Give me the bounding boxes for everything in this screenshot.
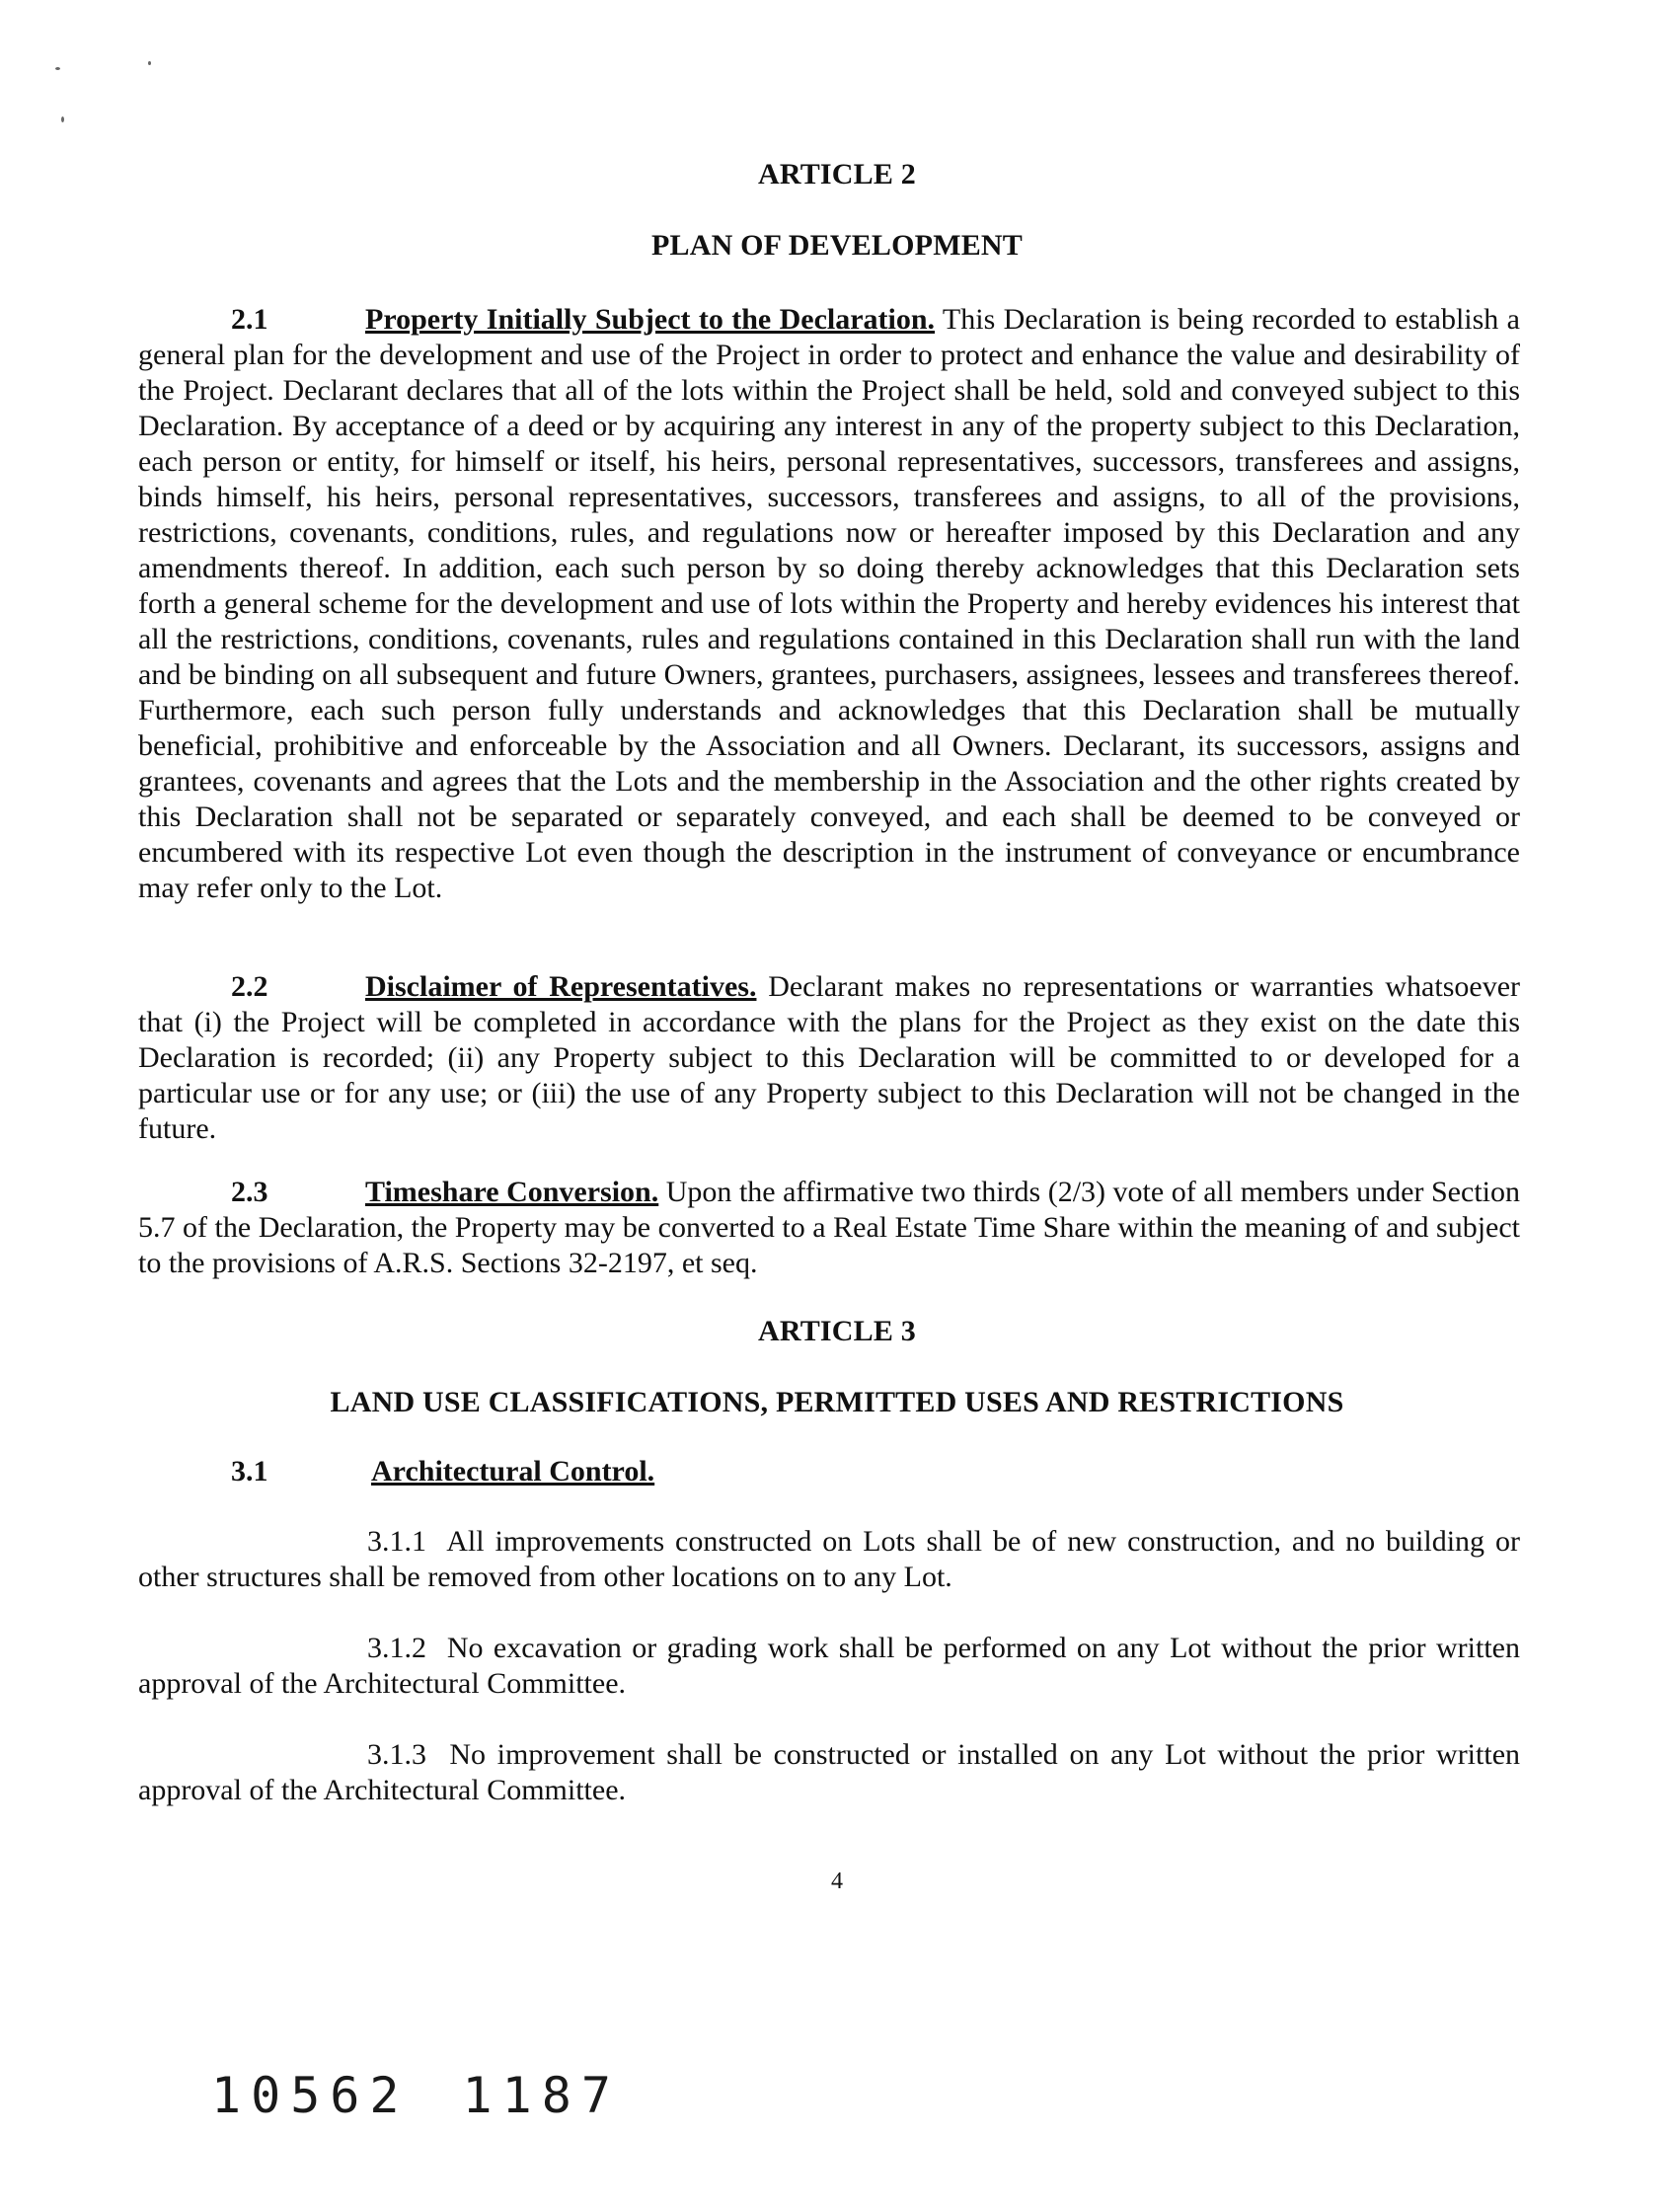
section-2-1-title: Property Initially Subject to the Declaration. — [365, 303, 936, 336]
article-3-title: LAND USE CLASSIFICATIONS, PERMITTED USES AND RESTRICTIONS — [330, 1386, 1344, 1418]
section-2-2-number: 2.2 — [231, 970, 268, 1003]
section-2-2-paragraph — [138, 969, 1520, 1147]
article-2-title: PLAN OF DEVELOPMENT — [650, 229, 1024, 262]
section-2-1-text: This Declaration is being recorded to establish a general plan for the development and use of the Project in order to protect and enhance the value and desirability of the Project. Declarant declares that all of the lots within the Project shall be held, sold and conveyed subject to this Declaration. By acceptance of a deed or by acquiring any interest in any of the property subject to this Declaration, each person or entity, for himself or itself, his heirs, personal representatives, successors, transferees and assigns, binds himself, his heirs, personal representatives, successors, transferees and assigns, to all of the provisions, restrictions, covenants, conditions, rules, and regulations now or hereafter imposed by this Declaration and any amendments thereof. In addition, each such person by so doing thereby acknowledges that this Declaration sets forth a general scheme for the development and use of lots within the Property and hereby evidences his interest that all the restrictions, conditions, covenants, rules and regulations contained in this Declaration shall run with the land and be binding on all subsequent and future Owners, grantees, purchasers, assignees, lessees and transferees thereof. Furthermore, each such person fully understands and acknowledges that this Declaration shall be mutually beneficial, prohibitive and enforceable by the Association and all Owners. Declarant, its successors, assigns and grantees, covenants and agrees that the Lots and the membership in the Association and the other rights created by this Declaration shall not be separated or separately conveyed, and each shall be deemed to be conveyed or encumbered with its respective Lot even though the description in the instrument of conveyance or encumbrance may refer only to the Lot. — [138, 303, 1520, 904]
section-2-3-paragraph — [138, 1175, 1520, 1281]
article-2-label: ARTICLE 2 — [758, 158, 916, 191]
subsection-3-1-3-paragraph — [138, 1737, 1520, 1808]
scan-speck — [55, 67, 60, 70]
page-number: 4 — [831, 1869, 843, 1894]
section-2-3-number: 2.3 — [231, 1176, 268, 1208]
scan-speck — [148, 61, 151, 65]
stamp-book-number: 10562 — [211, 2067, 410, 2124]
section-2-2-title: Disclaimer of Representatives. — [365, 970, 757, 1003]
section-2-2-text: Declarant makes no representations or warranties whatsoever that (i) the Project will be completed in accordance with the plans for the Project as they exist on the date this Declaration is recorded; (ii) any Property subject to this Declaration will be committed to or developed for a particular use or for any use; or (iii) the use of any Property subject to this Declaration will not be changed in the future. — [138, 970, 1521, 1145]
subsection-3-1-1-paragraph — [138, 1524, 1520, 1595]
article-3-label: ARTICLE 3 — [758, 1315, 916, 1347]
section-2-3-title: Timeshare Conversion. — [365, 1176, 659, 1208]
subsection-3-1-1-number: 3.1.1 — [367, 1525, 426, 1558]
subsection-3-1-2-text: No excavation or grading work shall be performed on any Lot without the prior written approval of the Architectural Committee. — [138, 1632, 1520, 1700]
section-2-1-number: 2.1 — [231, 303, 268, 336]
scan-speck — [61, 116, 64, 122]
section-2-1-paragraph — [138, 302, 1520, 906]
subsection-3-1-3-text: No improvement shall be constructed or installed on any Lot without the prior written approval of the Architectural Committee. — [138, 1738, 1521, 1806]
subsection-3-1-3-number: 3.1.3 — [367, 1738, 426, 1771]
section-2-3-text: Upon the affirmative two thirds (2/3) vote of all members under Section 5.7 of the Declaration, the Property may be converted to a Real Estate Time Share within the meaning of and subject to the provisions of A.R.S. Sections 32-2197, et seq. — [138, 1176, 1520, 1279]
recording-stamp — [211, 2067, 621, 2124]
section-3-1-number: 3.1 — [231, 1455, 268, 1487]
subsection-3-1-2-number: 3.1.2 — [367, 1632, 426, 1664]
subsection-3-1-2-paragraph — [138, 1631, 1520, 1702]
subsection-3-1-1-text: All improvements constructed on Lots shall be of new construction, and no building or other structures shall be removed from other locations on to any Lot. — [138, 1525, 1520, 1593]
section-3-1-heading — [231, 1455, 654, 1488]
stamp-page-number: 1187 — [462, 2067, 621, 2124]
section-3-1-title: Architectural Control. — [371, 1455, 655, 1487]
